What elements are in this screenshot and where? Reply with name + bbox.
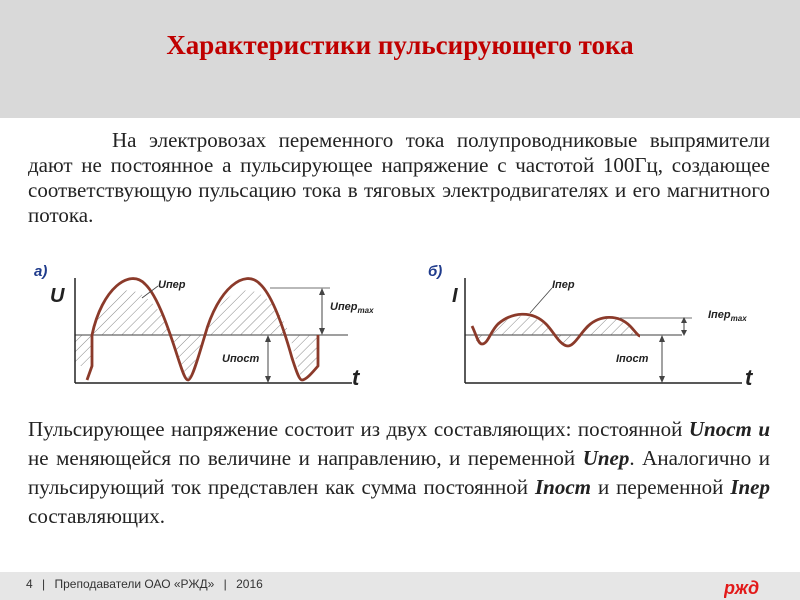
hatch-below-right <box>290 335 318 380</box>
hatch-below-left <box>75 335 92 366</box>
footer-org: Преподаватели ОАО «РЖД» <box>54 577 215 591</box>
y-axis-label-u: U <box>50 285 65 307</box>
const-label-upost: Uпост <box>222 353 260 365</box>
explanation-paragraph <box>28 415 770 531</box>
const-arrow-head-down <box>659 376 665 383</box>
footer-year: 2016 <box>236 577 263 591</box>
term-iper: Iпер <box>730 475 770 499</box>
footer-text <box>26 577 269 591</box>
intro-paragraph: На электровозах переменного тока полупроводниковые выпрямители дают не постоянное а пульсирующее напряжение с частотой 100Гц, создающее соответствующую пульсацию тока в тяговых электродвигателях и его магнитного потока. <box>28 128 770 227</box>
amp-label-sub: max <box>357 306 374 315</box>
amp-arrow-head-up <box>319 288 325 295</box>
page-number: 4 <box>26 577 33 591</box>
amp-arrow-head-down <box>319 328 325 335</box>
voltage-figure <box>30 258 410 408</box>
amp-label-iper-max <box>708 309 747 323</box>
hatch-hump-1 <box>492 316 552 335</box>
rzd-logo <box>724 576 774 598</box>
amp-label-main: Uпер <box>330 301 358 313</box>
footer-separator-1: | <box>42 577 46 591</box>
const-arrow-head-up <box>265 335 271 342</box>
const-arrow-head-down <box>265 376 271 383</box>
svg-text:ржд: ржд <box>724 578 760 598</box>
term-uper: Uпер <box>582 446 630 470</box>
slide-title: Характеристики пульсирующего тока <box>166 30 634 60</box>
term-ipost: Iпост <box>534 475 591 499</box>
footer-separator-2: | <box>223 577 227 591</box>
const-label-ipost: Iпост <box>616 353 649 365</box>
text-part-5: составляющих. <box>28 504 166 528</box>
wave-label-uper: Uпер <box>158 279 186 291</box>
y-axis-label-i: I <box>452 285 458 307</box>
text-part-4: и переменной <box>590 475 731 499</box>
text-part-1: Пульсирующее напряжение состоит из двух составляющих: постоянной <box>28 417 689 441</box>
amp-label-main: Iпер <box>708 309 731 321</box>
wave-label-iper: Iпер <box>552 279 575 291</box>
wave-leader <box>530 288 552 313</box>
hatch-above-1 <box>92 290 172 335</box>
panel-label-b: б) <box>428 263 443 280</box>
term-upost: Uпост и <box>688 417 771 441</box>
text-part-2: не меняющейся по величине и направлению, и переменной <box>28 446 583 470</box>
amp-label-sub: max <box>730 314 747 323</box>
x-axis-label-t: t <box>352 365 360 390</box>
current-figure <box>420 258 800 408</box>
panel-label-a: а) <box>34 263 48 280</box>
x-axis-label-t: t <box>745 365 753 390</box>
const-arrow-head-up <box>659 335 665 342</box>
amp-label-uper-max <box>330 301 374 315</box>
text-part-3: . Аналогично и пульсирующий ток представлен как сумма постоянной <box>28 446 770 499</box>
